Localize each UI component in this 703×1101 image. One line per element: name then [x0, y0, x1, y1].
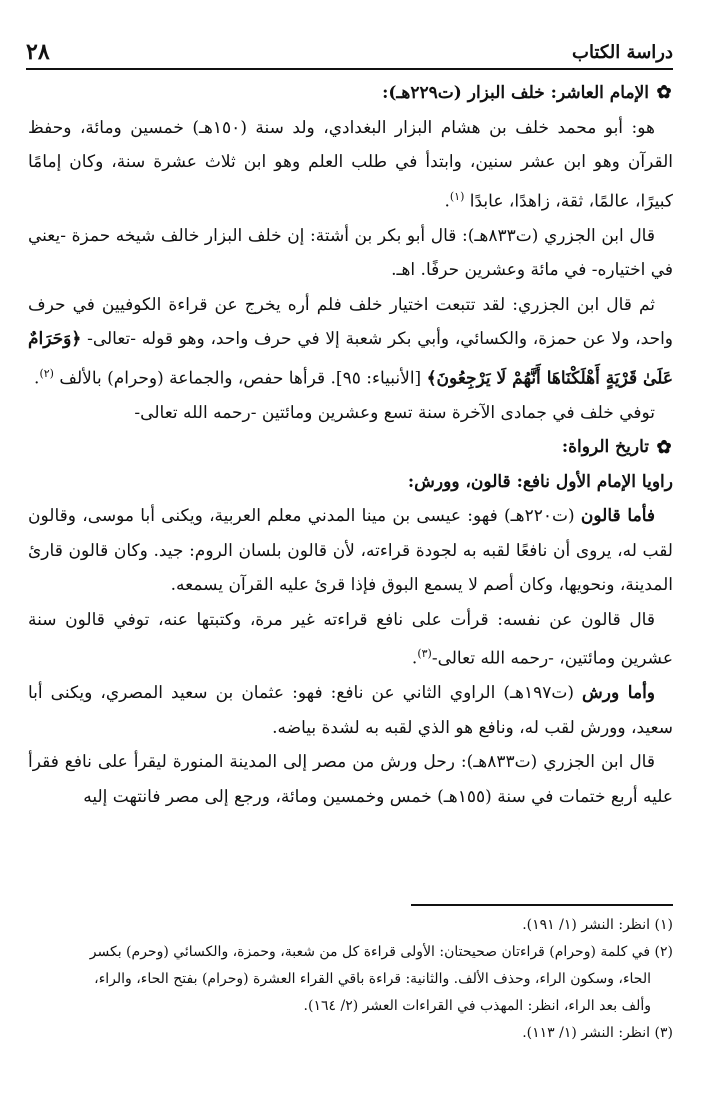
flower-ornament-icon: ✿ — [656, 82, 672, 104]
paragraph-text: ثم قال ابن الجزري: لقد تتبعت اختيار خلف فلم أره يخرج عن قراءة الكوفيين في حرف واحد، ولا عن حمزة، والكسائي، وأبي بكر شعبة إلا في حرف واحد، وهو قوله -تعالى- — [28, 294, 674, 350]
lead-term: وأما ورش — [582, 683, 655, 704]
paragraph-text: قال قالون عن نفسه: قرأت على نافع قراءته غير مرة، وكتبتها عنه، توفي قالون سنة عشرين ومائتين، -رحمه الله تعالى- — [28, 609, 673, 669]
footnote-2-line-2: الحاء، وسكون الراء، وحذف الألف. والثانية: قراءة باقي القراء العشرة (وحرام) بفتح الحاء، والراء، — [94, 971, 651, 987]
running-title: دراسة الكتاب — [572, 41, 673, 63]
footnote-1: (١) انظر: النشر (١/ ١٩١). — [522, 917, 673, 933]
lead-term: فأما قالون — [580, 506, 655, 527]
flower-ornament-icon: ✿ — [656, 436, 672, 458]
paragraph-3: ثم قال ابن الجزري: لقد تتبعت اختيار خلف فلم أره يخرج عن قراءة الكوفيين في حرف واحد، ولا عن حمزة، والكسائي، وأبي بكر شعبة إلا في حرف واحد، وهو قوله -تعالى- ﴿وَحَرَامٌ عَلَىٰ قَرْيَةٍ أَهْلَكْنَاهَا أَنَّهُمْ لَا يَرْجِعُونَ﴾ [الأنبياء: ٩٥]. قرأها حفص، والجماعة (وحرام) بالألف $^{(٢)}$. — [28, 294, 674, 389]
footnote-2-line-1: (٢) في كلمة (وحرام) قراءتان صحيحتان: الأولى قراءة كل من شعبة، وحمزة، والكسائي (وحرم) بكسر — [89, 944, 673, 960]
footnote-ref: (٢) — [39, 366, 54, 380]
paragraph-qalun-self: قال قالون عن نفسه: قرأت على نافع قراءته غير مرة، وكتبتها عنه، توفي قالون سنة عشرين ومائتين، -رحمه الله تعالى-$^{(٣)}$. — [28, 609, 673, 669]
subheading-nafi: راويا الإمام الأول نافع: قالون، وورش: — [407, 471, 673, 492]
section-heading-text: تاريخ الرواة: — [561, 437, 649, 458]
quran-verse: ﴿وَحَرَامٌ عَلَىٰ قَرْيَةٍ أَهْلَكْنَاهَا أَنَّهُمْ لَا يَرْجِعُونَ﴾ — [28, 329, 673, 389]
footnote-2-line-3: وألف بعد الراء، انظر: المهذب في القراءات العشر (٢/ ١٦٤). — [303, 998, 651, 1014]
paragraph-qalun — [28, 499, 673, 603]
paragraph-1: هو: أبو محمد خلف بن هشام البزار البغدادي، ولد سنة (١٥٠هـ) خمسين ومائة، وحفظ القرآن وهو ابن عشر سنين، وابتدأ في طلب العلم وهو ابن ثلاث عشرة سنة، وكان إمامًا كبيرًا، عالمًا، ثقة، زاهدًا، عابدًا $^{(١)}$. — [28, 117, 673, 212]
paragraph-4: توفي خلف في جمادى الآخرة سنة تسع وعشرين ومائتين -رحمه الله تعالى- — [134, 402, 655, 423]
paragraph-text: هو: أبو محمد خلف بن هشام البزار البغدادي، ولد سنة (١٥٠هـ) خمسين ومائة، وحفظ القرآن وهو ابن عشر سنين، وابتدأ في طلب العلم وهو ابن ثلاث عشرة سنة، وكان إمامًا كبيرًا، عالمًا، ثقة، زاهدًا، عابدًا — [28, 117, 673, 212]
page-header — [26, 40, 673, 70]
section-heading-text: الإمام العاشر: خلف البزار (ت٢٢٩هـ): — [382, 83, 649, 103]
paragraph-warsh-jazari: قال ابن الجزري (ت٨٣٣هـ): رحل ورش من مصر إلى المدينة المنورة ليقرأ على نافع فقرأ عليه أربع ختمات في سنة (١٥٥هـ) خمس وخمسين ومائة، ورجع إلى مصر فانتهت إليه — [28, 752, 673, 807]
main-text — [28, 76, 673, 814]
paragraph-2: قال ابن الجزري (ت٨٣٣هـ): قال أبو بكر بن أشتة: إن خلف البزار خالف شيخه حمزة -يعني في اختياره- في مائة وعشرين حرفًا. اهـ. — [28, 225, 673, 281]
paragraph-warsh — [28, 676, 673, 745]
paragraph-text: [الأنبياء: ٩٥]. قرأها حفص، والجماعة (وحرام) بالألف — [59, 368, 422, 389]
footnote-ref: (١) — [449, 189, 465, 203]
footnote-ref: (٣) — [417, 647, 432, 661]
paragraph-text: (ت١٩٧هـ) الراوي الثاني عن نافع: فهو: عثمان بن سعيد المصري، ويكنى أبا سعيد، وورش لقب له، ونافع هو الذي لقبه به لشدة بياضه. — [28, 683, 673, 738]
page-number: ٢٨ — [26, 39, 50, 65]
footnote-3: (٣) انظر: النشر (١/ ١١٣). — [522, 1025, 673, 1041]
footnote-divider — [411, 904, 673, 906]
section-heading-narrators — [28, 430, 673, 465]
footnotes — [28, 912, 673, 1047]
section-heading-khalaf — [28, 76, 673, 111]
paragraph-text: (ت٢٢٠هـ) فهو: عيسى بن مينا المدني معلم العربية، ويكنى أبا موسى، وقالون لقب له، يروى أن نافعًا لقبه به لجودة قراءته، لأن قالون بلسان الروم: جيد. وكان قالون قارئ المدينة، ونحويها، وكان أصم لا يسمع البوق فإذا قرئ عليه القرآن يسمعه. — [28, 506, 673, 596]
